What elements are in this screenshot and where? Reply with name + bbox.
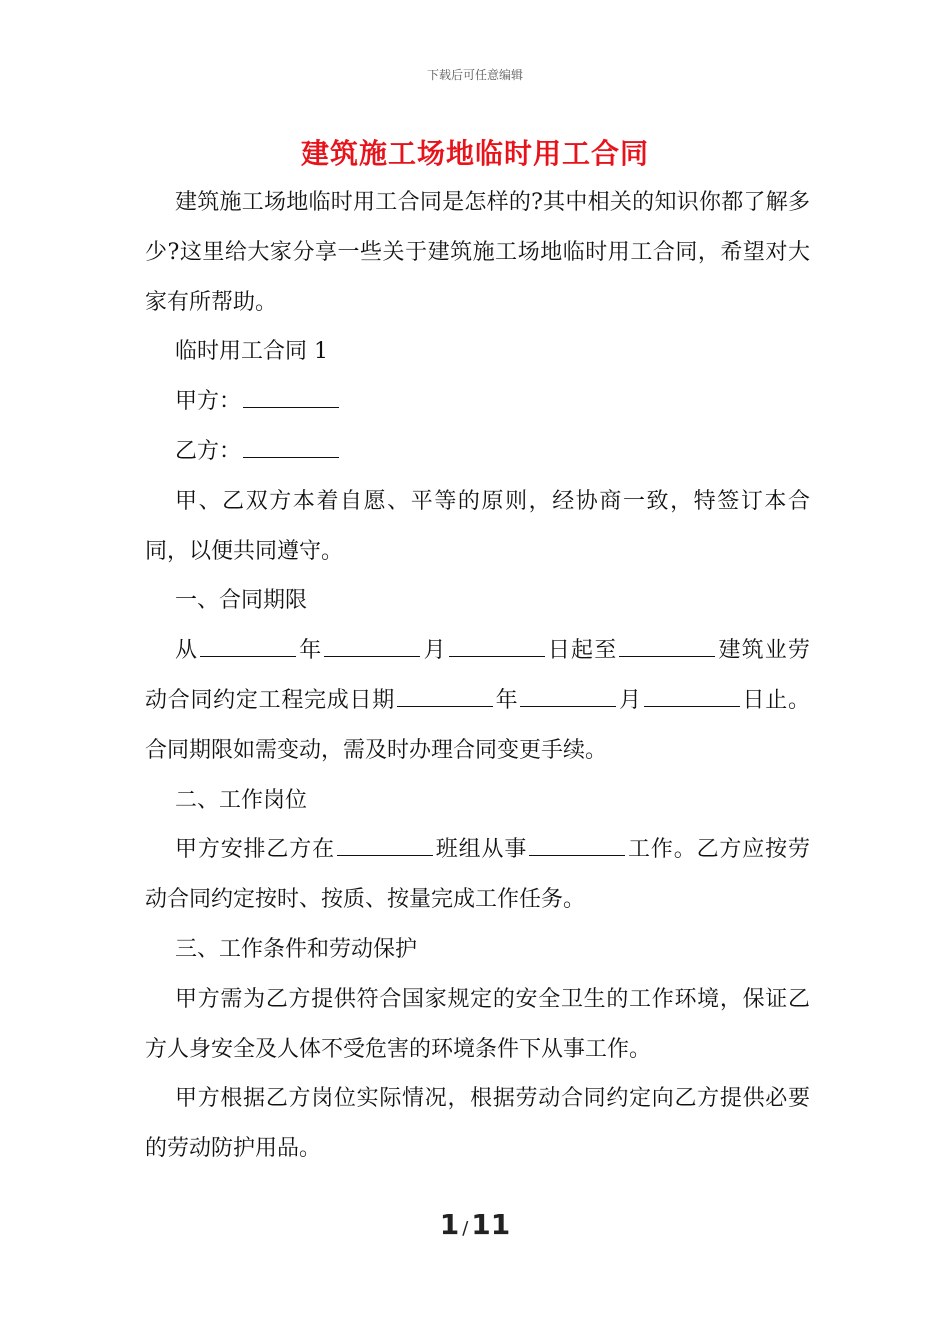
party-b-line xyxy=(145,427,810,477)
section2-paragraph xyxy=(145,825,810,925)
party-b-blank xyxy=(243,439,339,458)
party-a-line xyxy=(145,377,810,427)
text-fragment: 日止。合同期限如需变动，需及时办理合同变更手续。 xyxy=(145,687,810,763)
text-fragment: 甲方安排乙方在 xyxy=(175,837,335,863)
page-number xyxy=(0,1208,950,1241)
text-fragment: 月 xyxy=(422,638,447,664)
section3-heading: 三、工作条件和劳动保护 xyxy=(175,936,418,962)
contract-heading: 临时用工合同 1 xyxy=(175,339,328,365)
total-pages: 11 xyxy=(471,1208,511,1241)
section2-heading: 二、工作岗位 xyxy=(175,787,308,813)
document-title: 建筑施工场地临时用工合同 xyxy=(300,137,649,170)
text-fragment: 日起至 xyxy=(546,638,618,664)
section1-paragraph xyxy=(145,626,810,775)
blank-start-year xyxy=(200,638,296,657)
blank-end-month xyxy=(520,688,616,707)
intro-paragraph: 建筑施工场地临时用工合同是怎样的?其中相关的知识你都了解多少?这里给大家分享一些关于建筑施工场地临时用工合同，希望对大家有所帮助。 xyxy=(145,190,810,315)
blank-job xyxy=(529,837,625,856)
current-page: 1 xyxy=(439,1208,460,1241)
text-fragment: 建筑业劳动合同约定工程完成日期 xyxy=(145,638,810,713)
blank-end-day xyxy=(644,688,740,707)
text-fragment: 从 xyxy=(175,638,199,664)
header-note: 下载后可任意编辑 xyxy=(426,68,523,82)
section3-paragraph-2: 甲方根据乙方岗位实际情况，根据劳动合同约定向乙方提供必要的劳动防护用品。 xyxy=(145,1086,810,1162)
text-fragment: 年 xyxy=(494,687,519,713)
preamble-paragraph: 甲、乙双方本着自愿、平等的原则，经协商一致，特签订本合同，以便共同遵守。 xyxy=(145,488,810,564)
text-fragment: 班组从事 xyxy=(434,837,528,863)
party-b-label: 乙方： xyxy=(175,438,242,464)
document-body xyxy=(145,178,810,1174)
section1-heading: 一、合同期限 xyxy=(175,588,308,614)
blank-team xyxy=(337,837,433,856)
text-fragment: 工作。乙方应按劳动合同约定按时、按质、按量完成工作任务。 xyxy=(145,837,810,913)
text-fragment: 年 xyxy=(298,638,323,664)
blank-start-day xyxy=(449,638,545,657)
page-separator: / xyxy=(462,1218,469,1239)
text-fragment: 月 xyxy=(618,687,642,713)
section3-paragraph-1: 甲方需为乙方提供符合国家规定的安全卫生的工作环境，保证乙方人身安全及人体不受危害的环境条件下从事工作。 xyxy=(145,986,810,1062)
blank-project xyxy=(619,638,715,657)
blank-start-month xyxy=(324,638,420,657)
party-a-label: 甲方： xyxy=(175,389,242,415)
party-a-blank xyxy=(243,389,339,408)
blank-end-year xyxy=(397,688,493,707)
